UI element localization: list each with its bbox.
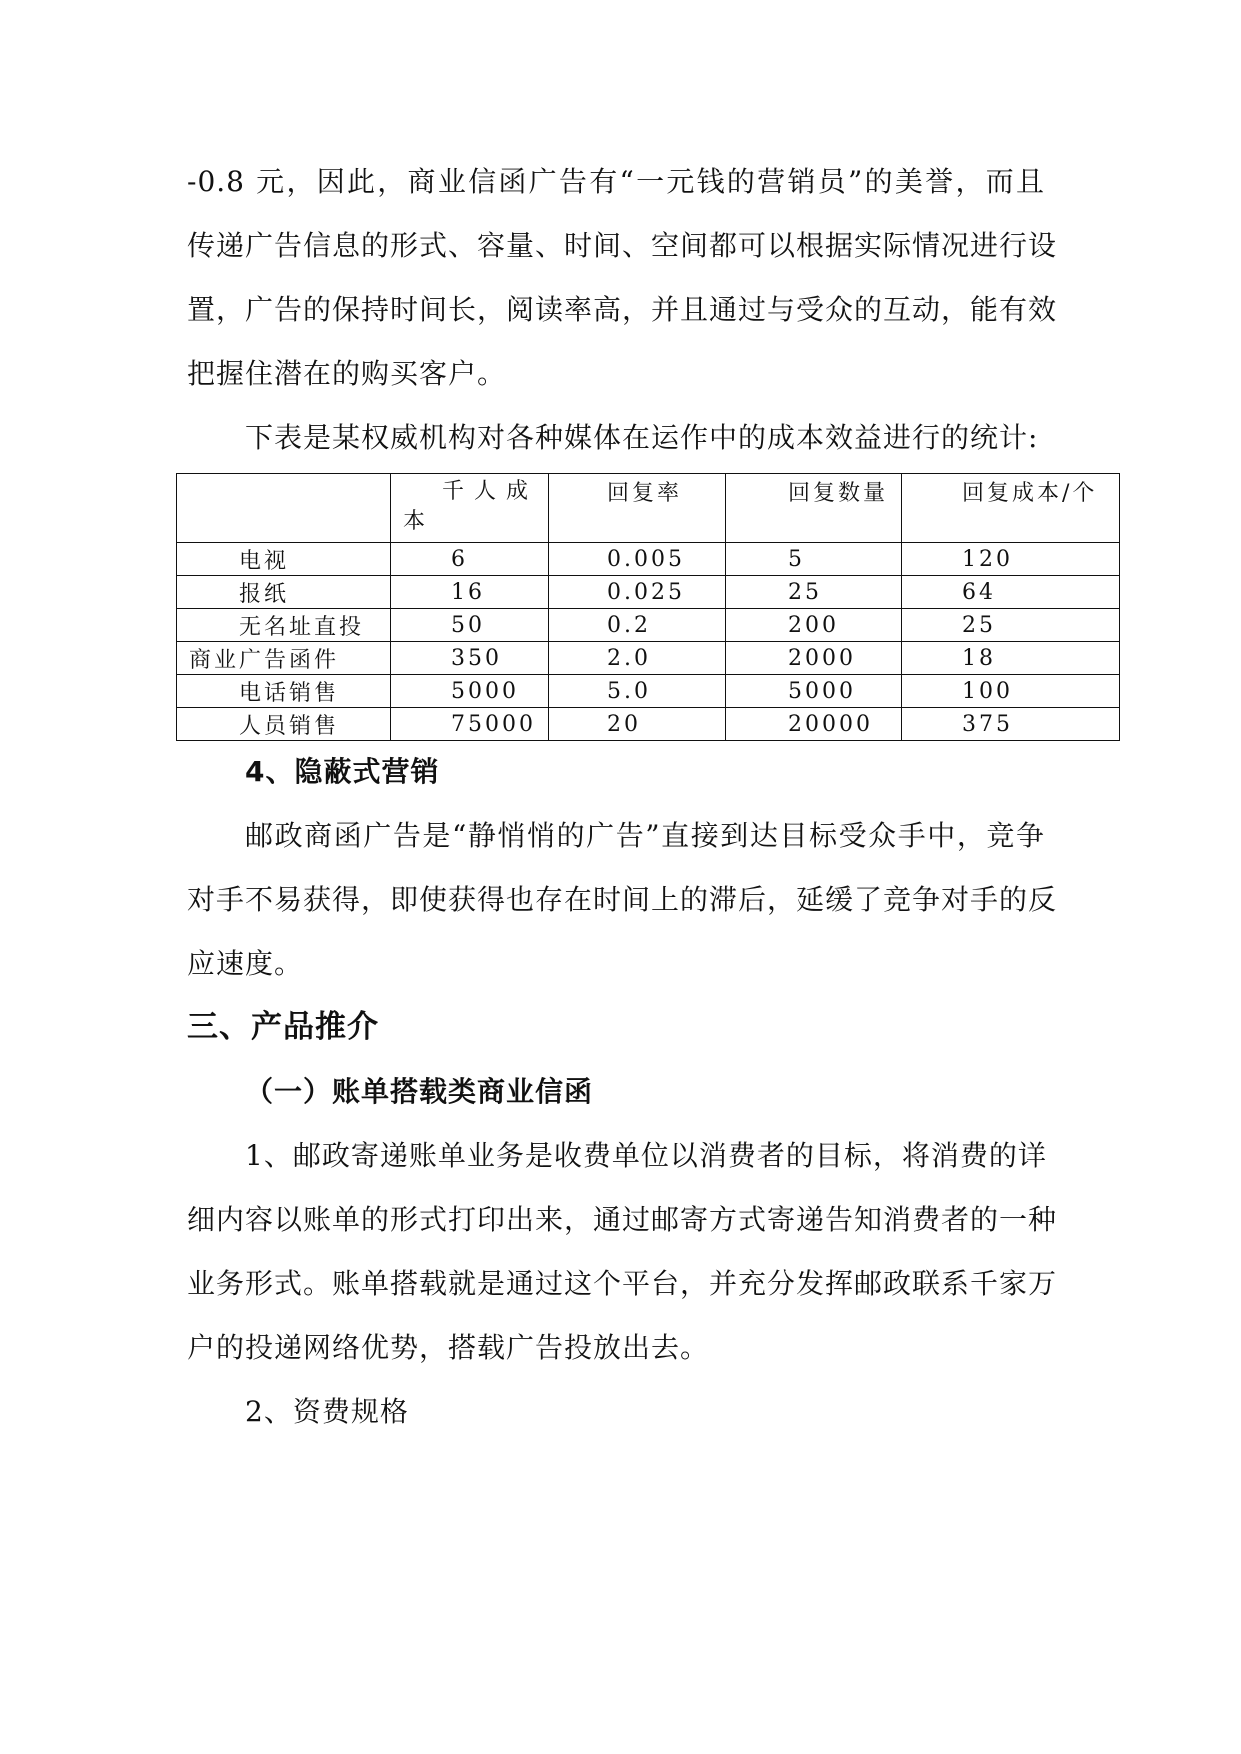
table-row [177, 576, 1120, 609]
cell-unit-cost: 64 [902, 576, 1120, 609]
section-4-line-1: 邮政商函广告是“静悄悄的广告”直接到达目标受众手中，竞争 [245, 819, 1045, 852]
table-row [177, 543, 1120, 576]
section-4-line-2: 对手不易获得，即使获得也存在时间上的滞后，延缓了竞争对手的反 [187, 883, 1058, 916]
section-4-line-3: 应速度。 [187, 947, 304, 980]
section-4-heading: 4、隐蔽式营销 [245, 755, 440, 788]
media-cost-table [176, 473, 1120, 741]
row-label: 报纸 [177, 576, 391, 609]
section-3-subheading: （一）账单搭载类商业信函 [245, 1075, 594, 1108]
cell-cost: 50 [391, 609, 549, 642]
table-row [177, 609, 1120, 642]
cell-rate: 5.0 [549, 675, 726, 708]
cell-rate: 0.005 [549, 543, 726, 576]
intro-line-4: 把握住潜在的购买客户。 [187, 357, 507, 390]
table-row [177, 708, 1120, 741]
cell-cost: 6 [391, 543, 549, 576]
cell-unit-cost: 100 [902, 675, 1120, 708]
table-header-row [177, 474, 1120, 543]
cell-rate: 20 [549, 708, 726, 741]
cell-cost: 5000 [391, 675, 549, 708]
row-label: 无名址直投 [177, 609, 391, 642]
cell-cost: 16 [391, 576, 549, 609]
section-3-para1-line-4: 户的投递网络优势，搭载广告投放出去。 [187, 1331, 710, 1364]
table-header-empty [177, 474, 391, 543]
row-label: 电视 [177, 543, 391, 576]
section-3-item-2: 2、资费规格 [245, 1395, 409, 1428]
cell-unit-cost: 18 [902, 642, 1120, 675]
table-row [177, 642, 1120, 675]
section-3-para1-line-1: 1、邮政寄递账单业务是收费单位以消费者的目标，将消费的详 [245, 1139, 1047, 1172]
intro-line-1: -0.8 元，因此，商业信函广告有“一元钱的营销员”的美誉，而且 [187, 165, 1045, 198]
table-header-cost-per-thousand [391, 474, 549, 543]
table-header-response-rate: 回复率 [549, 474, 726, 543]
table-header-cost-per-response: 回复成本/个 [902, 474, 1120, 543]
section-3-para1-line-3: 业务形式。账单搭载就是通过这个平台，并充分发挥邮政联系千家万 [187, 1267, 1058, 1300]
row-label: 人员销售 [177, 708, 391, 741]
cell-count: 2000 [726, 642, 902, 675]
cell-count: 5 [726, 543, 902, 576]
table-intro: 下表是某权威机构对各种媒体在运作中的成本效益进行的统计: [245, 421, 1039, 454]
cell-rate: 0.025 [549, 576, 726, 609]
intro-line-3: 置，广告的保持时间长，阅读率高，并且通过与受众的互动，能有效 [187, 293, 1058, 326]
cell-rate: 2.0 [549, 642, 726, 675]
cell-count: 20000 [726, 708, 902, 741]
cell-unit-cost: 120 [902, 543, 1120, 576]
header-cost-line2: 本 [403, 509, 429, 534]
header-cost-line1: 千人成 [441, 479, 538, 504]
cell-cost: 75000 [391, 708, 549, 741]
cell-cost: 350 [391, 642, 549, 675]
cell-rate: 0.2 [549, 609, 726, 642]
table-row [177, 675, 1120, 708]
section-3-para1-line-2: 细内容以账单的形式打印出来，通过邮寄方式寄递告知消费者的一种 [187, 1203, 1058, 1236]
cell-count: 200 [726, 609, 902, 642]
cell-unit-cost: 25 [902, 609, 1120, 642]
cell-count: 5000 [726, 675, 902, 708]
row-label: 商业广告函件 [177, 642, 391, 675]
row-label: 电话销售 [177, 675, 391, 708]
cell-unit-cost: 375 [902, 708, 1120, 741]
table-header-response-count: 回复数量 [726, 474, 902, 543]
intro-line-2: 传递广告信息的形式、容量、时间、空间都可以根据实际情况进行设 [187, 229, 1058, 262]
section-3-heading: 三、产品推介 [187, 1009, 379, 1045]
cell-count: 25 [726, 576, 902, 609]
